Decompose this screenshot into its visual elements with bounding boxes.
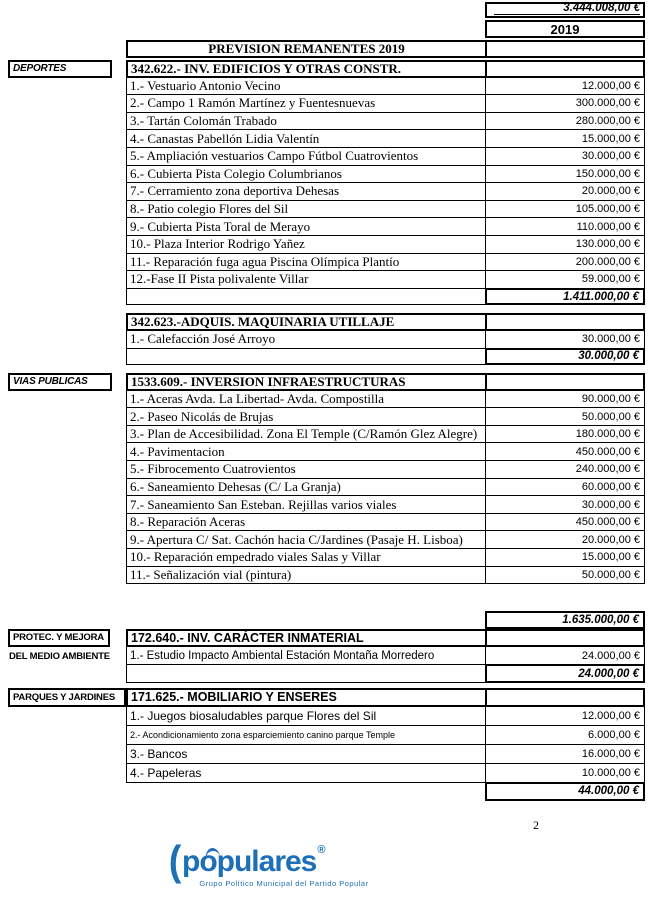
budget-line-item	[8, 461, 650, 479]
section-header-amount-cell	[485, 60, 645, 78]
category-label: VIAS PUBLICAS	[13, 376, 88, 388]
item-description: 5.- Fibrocemento Cuatrovientos	[126, 461, 485, 479]
item-description: 8.- Patio colegio Flores del Sil	[126, 201, 485, 219]
item-label-spacer	[8, 707, 126, 726]
item-description: 4.- Canastas Pabellón Lidia Valentín	[126, 130, 485, 148]
item-label-spacer	[8, 764, 126, 783]
section-code-title: 342.623.-ADQUIS. MAQUINARIA UTILLAJE	[126, 313, 485, 331]
section-subtotal-row	[8, 348, 650, 366]
item-label-spacer	[8, 531, 126, 549]
budget-line-item	[8, 95, 650, 113]
item-amount: 150.000,00 €	[485, 166, 645, 184]
item-amount: 90.000,00 €	[485, 391, 645, 409]
table-title: PREVISION REMANENTES 2019	[126, 40, 485, 58]
item-amount: 280.000,00 €	[485, 113, 645, 131]
item-description: 10.- Plaza Interior Rodrigo Yañez	[126, 236, 485, 254]
table-title-row	[8, 40, 650, 58]
grand-total-box	[485, 2, 645, 18]
page-number: 2	[533, 818, 539, 832]
section-subtotal-row	[8, 782, 650, 801]
section-subtotal-value: 24.000,00 €	[485, 664, 645, 682]
budget-section	[8, 313, 650, 365]
budget-line-item	[8, 647, 650, 665]
item-amount: 50.000,00 €	[485, 408, 645, 426]
section-header-row	[8, 60, 650, 78]
budget-line-item	[8, 707, 650, 726]
item-label-spacer	[8, 443, 126, 461]
section-code-title: 342.622.- INV. EDIFICIOS Y OTRAS CONSTR.	[126, 60, 485, 78]
budget-line-item	[8, 236, 650, 254]
section-subtotal-row	[8, 664, 650, 682]
item-label-spacer	[8, 78, 126, 96]
budget-line-item	[8, 254, 650, 272]
budget-line-item	[8, 567, 650, 585]
category-column-cell	[8, 688, 126, 707]
category-column-cell	[8, 629, 126, 647]
item-description: 12.-Fase II Pista polivalente Villar	[126, 271, 485, 289]
section-header-row	[8, 688, 650, 707]
item-description: 4.- Papeleras	[126, 764, 485, 783]
category-label-box	[8, 688, 126, 707]
section-subtotal-value: 44.000,00 €	[485, 782, 645, 801]
item-amount: 450.000,00 €	[485, 443, 645, 461]
budget-section	[8, 629, 650, 683]
item-description: 2.- Acondicionamiento zona esparciemiento canino parque Temple	[126, 726, 485, 745]
item-label-spacer	[8, 549, 126, 567]
subtotal-main-spacer	[126, 611, 485, 629]
item-amount: 12.000,00 €	[485, 78, 645, 96]
subtotal-label-spacer	[8, 664, 126, 682]
section-header-amount-cell	[485, 313, 645, 331]
section-subtotal-row	[8, 611, 650, 629]
subtotal-label-spacer	[8, 611, 126, 629]
item-amount: 24.000,00 €	[485, 647, 645, 665]
budget-line-item	[8, 113, 650, 131]
section-header-row	[8, 373, 650, 391]
budget-line-item	[8, 443, 650, 461]
section-header-row	[8, 313, 650, 331]
section-code-title: 171.625.- MOBILIARIO Y ENSERES	[126, 688, 485, 707]
section-subtotal-row	[8, 288, 650, 306]
title-label-spacer	[8, 40, 126, 58]
item-label-spacer	[8, 426, 126, 444]
category-column-cell	[8, 313, 126, 331]
item-description: 11.- Señalización vial (pintura)	[126, 567, 485, 585]
item-label-spacer	[8, 479, 126, 497]
budget-line-item	[8, 183, 650, 201]
section-code-title: 172.640.- INV. CARÁCTER INMATERIAL	[126, 629, 485, 647]
budget-line-item	[8, 745, 650, 764]
item-amount: 30.000,00 €	[485, 331, 645, 349]
item-amount: 50.000,00 €	[485, 567, 645, 585]
section-header-row	[8, 629, 650, 647]
logo-wordmark: populares	[182, 845, 317, 878]
item-description: 1.- Aceras Avda. La Libertad- Avda. Compostilla	[126, 391, 485, 409]
item-label-spacer	[8, 201, 126, 219]
item-label-spacer	[8, 514, 126, 532]
category-label-box	[8, 629, 110, 647]
subtotal-label-spacer	[8, 782, 126, 801]
item-amount: 110.000,00 €	[485, 218, 645, 236]
budget-line-item	[8, 218, 650, 236]
item-label-spacer	[8, 331, 126, 349]
category-label: DEPORTES	[13, 63, 67, 75]
item-label-spacer	[8, 148, 126, 166]
item-description: 3.- Bancos	[126, 745, 485, 764]
item-amount: 15.000,00 €	[485, 130, 645, 148]
item-description: 1.- Estudio Impacto Ambiental Estación Montaña Morredero	[126, 647, 485, 665]
item-amount: 200.000,00 €	[485, 254, 645, 272]
item-label-spacer	[8, 166, 126, 184]
item-label-spacer	[8, 218, 126, 236]
budget-line-item	[8, 166, 650, 184]
budget-line-item	[8, 201, 650, 219]
item-amount: 130.000,00 €	[485, 236, 645, 254]
item-description: 10.- Reparación empedrado viales Salas y Villar	[126, 549, 485, 567]
budget-line-item	[8, 549, 650, 567]
subtotal-label-spacer	[8, 288, 126, 306]
item-label-spacer	[8, 726, 126, 745]
section-subtotal-value: 1.635.000,00 €	[485, 611, 645, 629]
item-label-spacer	[8, 745, 126, 764]
category-label-box	[8, 60, 112, 78]
budget-line-item	[8, 130, 650, 148]
section-subtotal-value: 1.411.000,00 €	[485, 288, 645, 306]
category-label-line2: DEL MEDIO AMBIENTE	[9, 650, 110, 662]
item-amount: 15.000,00 €	[485, 549, 645, 567]
logo-subtitle: Grupo Político Municipal del Partido Popular	[199, 879, 369, 888]
item-description: 3.- Plan de Accesibilidad. Zona El Temple (C/Ramón Glez Alegre)	[126, 426, 485, 444]
item-description: 7.- Cerramiento zona deportiva Dehesas	[126, 183, 485, 201]
item-label-spacer	[8, 391, 126, 409]
populares-logo	[168, 837, 400, 888]
category-label: PARQUES Y JARDINES	[13, 691, 115, 703]
item-label-spacer	[8, 567, 126, 585]
item-description: 1.- Juegos biosaludables parque Flores del Sil	[126, 707, 485, 726]
item-description: 1.- Vestuario Antonio Vecino	[126, 78, 485, 96]
item-label-spacer	[8, 113, 126, 131]
item-label-spacer	[8, 95, 126, 113]
budget-line-item	[8, 408, 650, 426]
item-amount: 12.000,00 €	[485, 707, 645, 726]
subtotal-main-spacer	[126, 664, 485, 682]
item-description: 7.- Saneamiento San Esteban. Rejillas varios viales	[126, 496, 485, 514]
budget-line-item	[8, 271, 650, 289]
item-amount: 450.000,00 €	[485, 514, 645, 532]
section-header-amount-cell	[485, 629, 645, 647]
item-label-spacer	[8, 254, 126, 272]
category-column-cell	[8, 373, 126, 391]
budget-section	[8, 373, 650, 629]
subtotal-main-spacer	[126, 288, 485, 306]
grand-total-value: 3.444.008,00 €	[494, 2, 640, 15]
registered-trademark-icon: ®	[317, 844, 326, 856]
item-label-spacer	[8, 408, 126, 426]
subtotal-label-spacer	[8, 348, 126, 366]
item-amount: 20.000,00 €	[485, 531, 645, 549]
year-header: 2019	[485, 20, 645, 38]
item-amount: 30.000,00 €	[485, 148, 645, 166]
budget-line-item	[8, 514, 650, 532]
item-label-spacer	[8, 183, 126, 201]
item-label-spacer	[8, 496, 126, 514]
item-description: 1.- Calefacción José Arroyo	[126, 331, 485, 349]
item-description: 2.- Campo 1 Ramón Martínez y Fuentesnuevas	[126, 95, 485, 113]
table-title-amount-cell	[485, 40, 645, 58]
budget-line-item	[8, 148, 650, 166]
item-amount: 16.000,00 €	[485, 745, 645, 764]
item-description: 5.- Ampliación vestuarios Campo Fútbol Cuatrovientos	[126, 148, 485, 166]
item-label-spacer	[8, 271, 126, 289]
budget-line-item	[8, 391, 650, 409]
logo-paren-mark: (	[168, 837, 182, 884]
section-header-amount-cell	[485, 373, 645, 391]
subtotal-main-spacer	[126, 782, 485, 801]
item-amount: 6.000,00 €	[485, 726, 645, 745]
budget-line-item	[8, 331, 650, 349]
item-description: 8.- Reparación Aceras	[126, 514, 485, 532]
item-amount: 60.000,00 €	[485, 479, 645, 497]
budget-line-item	[8, 479, 650, 497]
budget-line-item	[8, 496, 650, 514]
item-label-spacer	[8, 461, 126, 479]
budget-line-item	[8, 726, 650, 745]
item-label-spacer	[8, 130, 126, 148]
item-amount: 10.000,00 €	[485, 764, 645, 783]
item-description: 3.- Tartán Colomán Trabado	[126, 113, 485, 131]
item-amount: 300.000,00 €	[485, 95, 645, 113]
section-code-title: 1533.609.- INVERSION INFRAESTRUCTURAS	[126, 373, 485, 391]
category-label: PROTEC. Y MEJORA	[13, 632, 104, 644]
budget-line-item	[8, 78, 650, 96]
item-amount: 30.000,00 €	[485, 496, 645, 514]
budget-line-item	[8, 764, 650, 783]
item-label-spacer	[8, 236, 126, 254]
section-subtotal-value: 30.000,00 €	[485, 348, 645, 366]
item-description: 9.- Apertura C/ Sat. Cachón hacia C/Jardines (Pasaje H. Lisboa)	[126, 531, 485, 549]
budget-line-item	[8, 426, 650, 444]
item-description: 6.- Cubierta Pista Colegio Columbrianos	[126, 166, 485, 184]
sections-container	[8, 60, 650, 801]
item-description: 9.- Cubierta Pista Toral de Merayo	[126, 218, 485, 236]
item-amount: 59.000,00 €	[485, 271, 645, 289]
item-amount: 240.000,00 €	[485, 461, 645, 479]
category-label-box	[8, 373, 112, 391]
budget-section	[8, 688, 650, 801]
item-amount: 20.000,00 €	[485, 183, 645, 201]
item-description: 6.- Saneamiento Dehesas (C/ La Granja)	[126, 479, 485, 497]
budget-section	[8, 60, 650, 305]
item-description: 11.- Reparación fuga agua Piscina Olímpica Plantío	[126, 254, 485, 272]
item-amount: 180.000,00 €	[485, 426, 645, 444]
item-description: 2.- Paseo Nicolás de Brujas	[126, 408, 485, 426]
item-description: 4.- Pavimentacion	[126, 443, 485, 461]
section-header-amount-cell	[485, 688, 645, 707]
category-column-cell	[8, 60, 126, 78]
subtotal-main-spacer	[126, 348, 485, 366]
item-amount: 105.000,00 €	[485, 201, 645, 219]
budget-line-item	[8, 531, 650, 549]
